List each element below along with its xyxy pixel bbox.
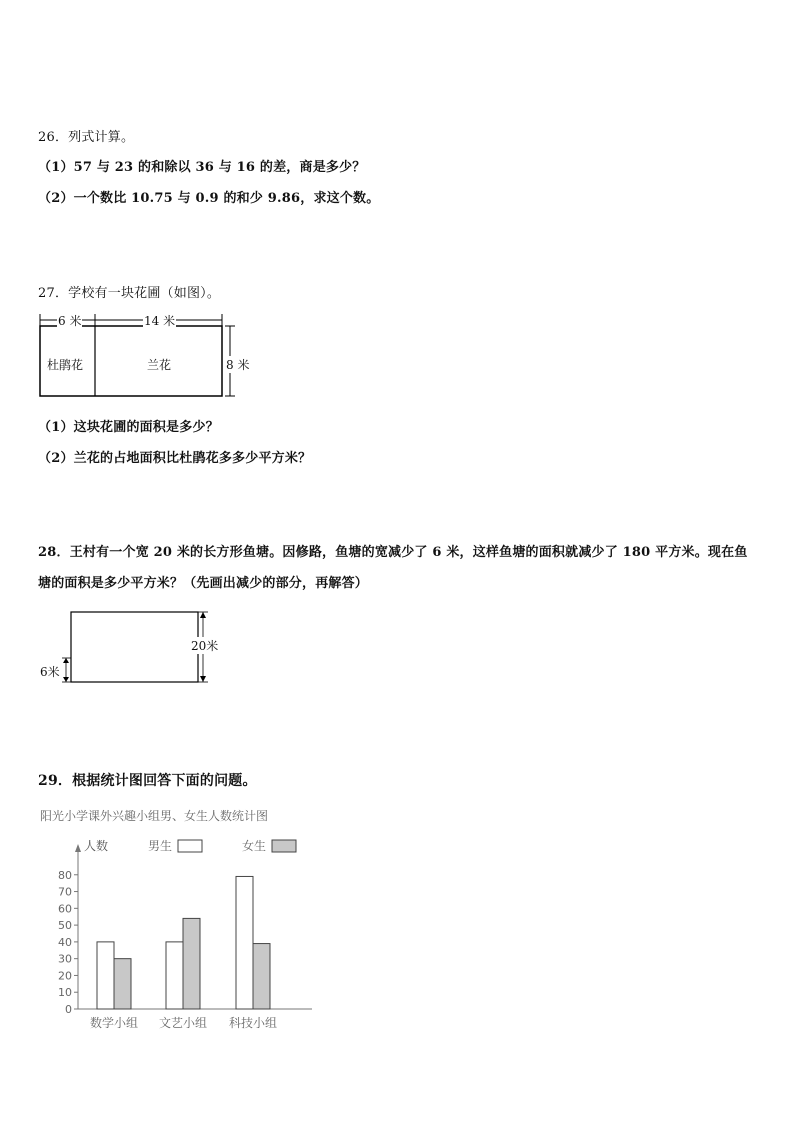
x-tick-label: 文艺小组 xyxy=(158,1016,208,1030)
orchid-region-label: 兰花 xyxy=(147,358,172,372)
fishpond-width-label: 20米 xyxy=(191,639,219,653)
q26-part2: （2）一个数比 10.75 与 0.9 的和少 9.86，求这个数。 xyxy=(38,191,380,206)
bar xyxy=(114,959,131,1009)
q28-line1: 28．王村有一个宽 20 米的长方形鱼塘。因修路，鱼塘的宽减少了 6 米，这样鱼塘的面积就减少了 180 平方米。现在鱼 xyxy=(38,545,748,560)
y-tick-label: 60 xyxy=(58,902,72,916)
q26-title: 26．列式计算。 xyxy=(38,130,135,145)
bar xyxy=(253,944,270,1009)
y-tick-label: 0 xyxy=(65,1003,72,1016)
flowerbed-len2-label: 14 米 xyxy=(144,314,176,328)
x-tick-label: 科技小组 xyxy=(228,1016,278,1030)
y-tick-label: 20 xyxy=(58,969,72,983)
y-tick-label: 10 xyxy=(58,986,72,1000)
bar-chart xyxy=(40,830,340,1050)
bar xyxy=(166,942,183,1009)
bar xyxy=(97,942,114,1009)
legend-label: 男生 xyxy=(148,839,173,853)
q26-part1: （1）57 与 23 的和除以 36 与 16 的差，商是多少？ xyxy=(38,160,366,175)
azalea-region-label: 杜鹃花 xyxy=(47,358,84,372)
flowerbed-len1-label: 6 米 xyxy=(58,314,82,328)
bar xyxy=(236,876,253,1009)
y-tick-label: 30 xyxy=(58,952,72,966)
q27-part2: （2）兰花的占地面积比杜鹃花多多少平方米？ xyxy=(38,451,312,466)
q27-title: 27．学校有一块花圃（如图）。 xyxy=(38,286,221,301)
y-axis-arrow xyxy=(75,844,81,852)
y-axis-label: 人数 xyxy=(84,839,109,853)
y-tick-label: 70 xyxy=(58,885,72,899)
y-tick-label: 40 xyxy=(58,935,72,949)
y-tick-label: 50 xyxy=(58,919,72,933)
legend-label: 女生 xyxy=(242,839,267,853)
q28-line2: 塘的面积是多少平方米？（先画出减少的部分，再解答） xyxy=(38,576,369,591)
q27-part1: （1）这块花圃的面积是多少？ xyxy=(38,420,219,435)
chart-title: 阳光小学课外兴趣小组男、女生人数统计图 xyxy=(40,809,269,823)
x-tick-label: 数学小组 xyxy=(89,1016,139,1030)
q29-title: 29．根据统计图回答下面的问题。 xyxy=(38,773,257,789)
y-tick-label: 80 xyxy=(58,868,72,882)
flowerbed-height-label: 8 米 xyxy=(226,358,250,372)
bar xyxy=(183,918,200,1009)
fishpond-cut-label: 6米 xyxy=(40,665,60,679)
legend-swatch xyxy=(178,840,202,852)
legend-swatch xyxy=(272,840,296,852)
